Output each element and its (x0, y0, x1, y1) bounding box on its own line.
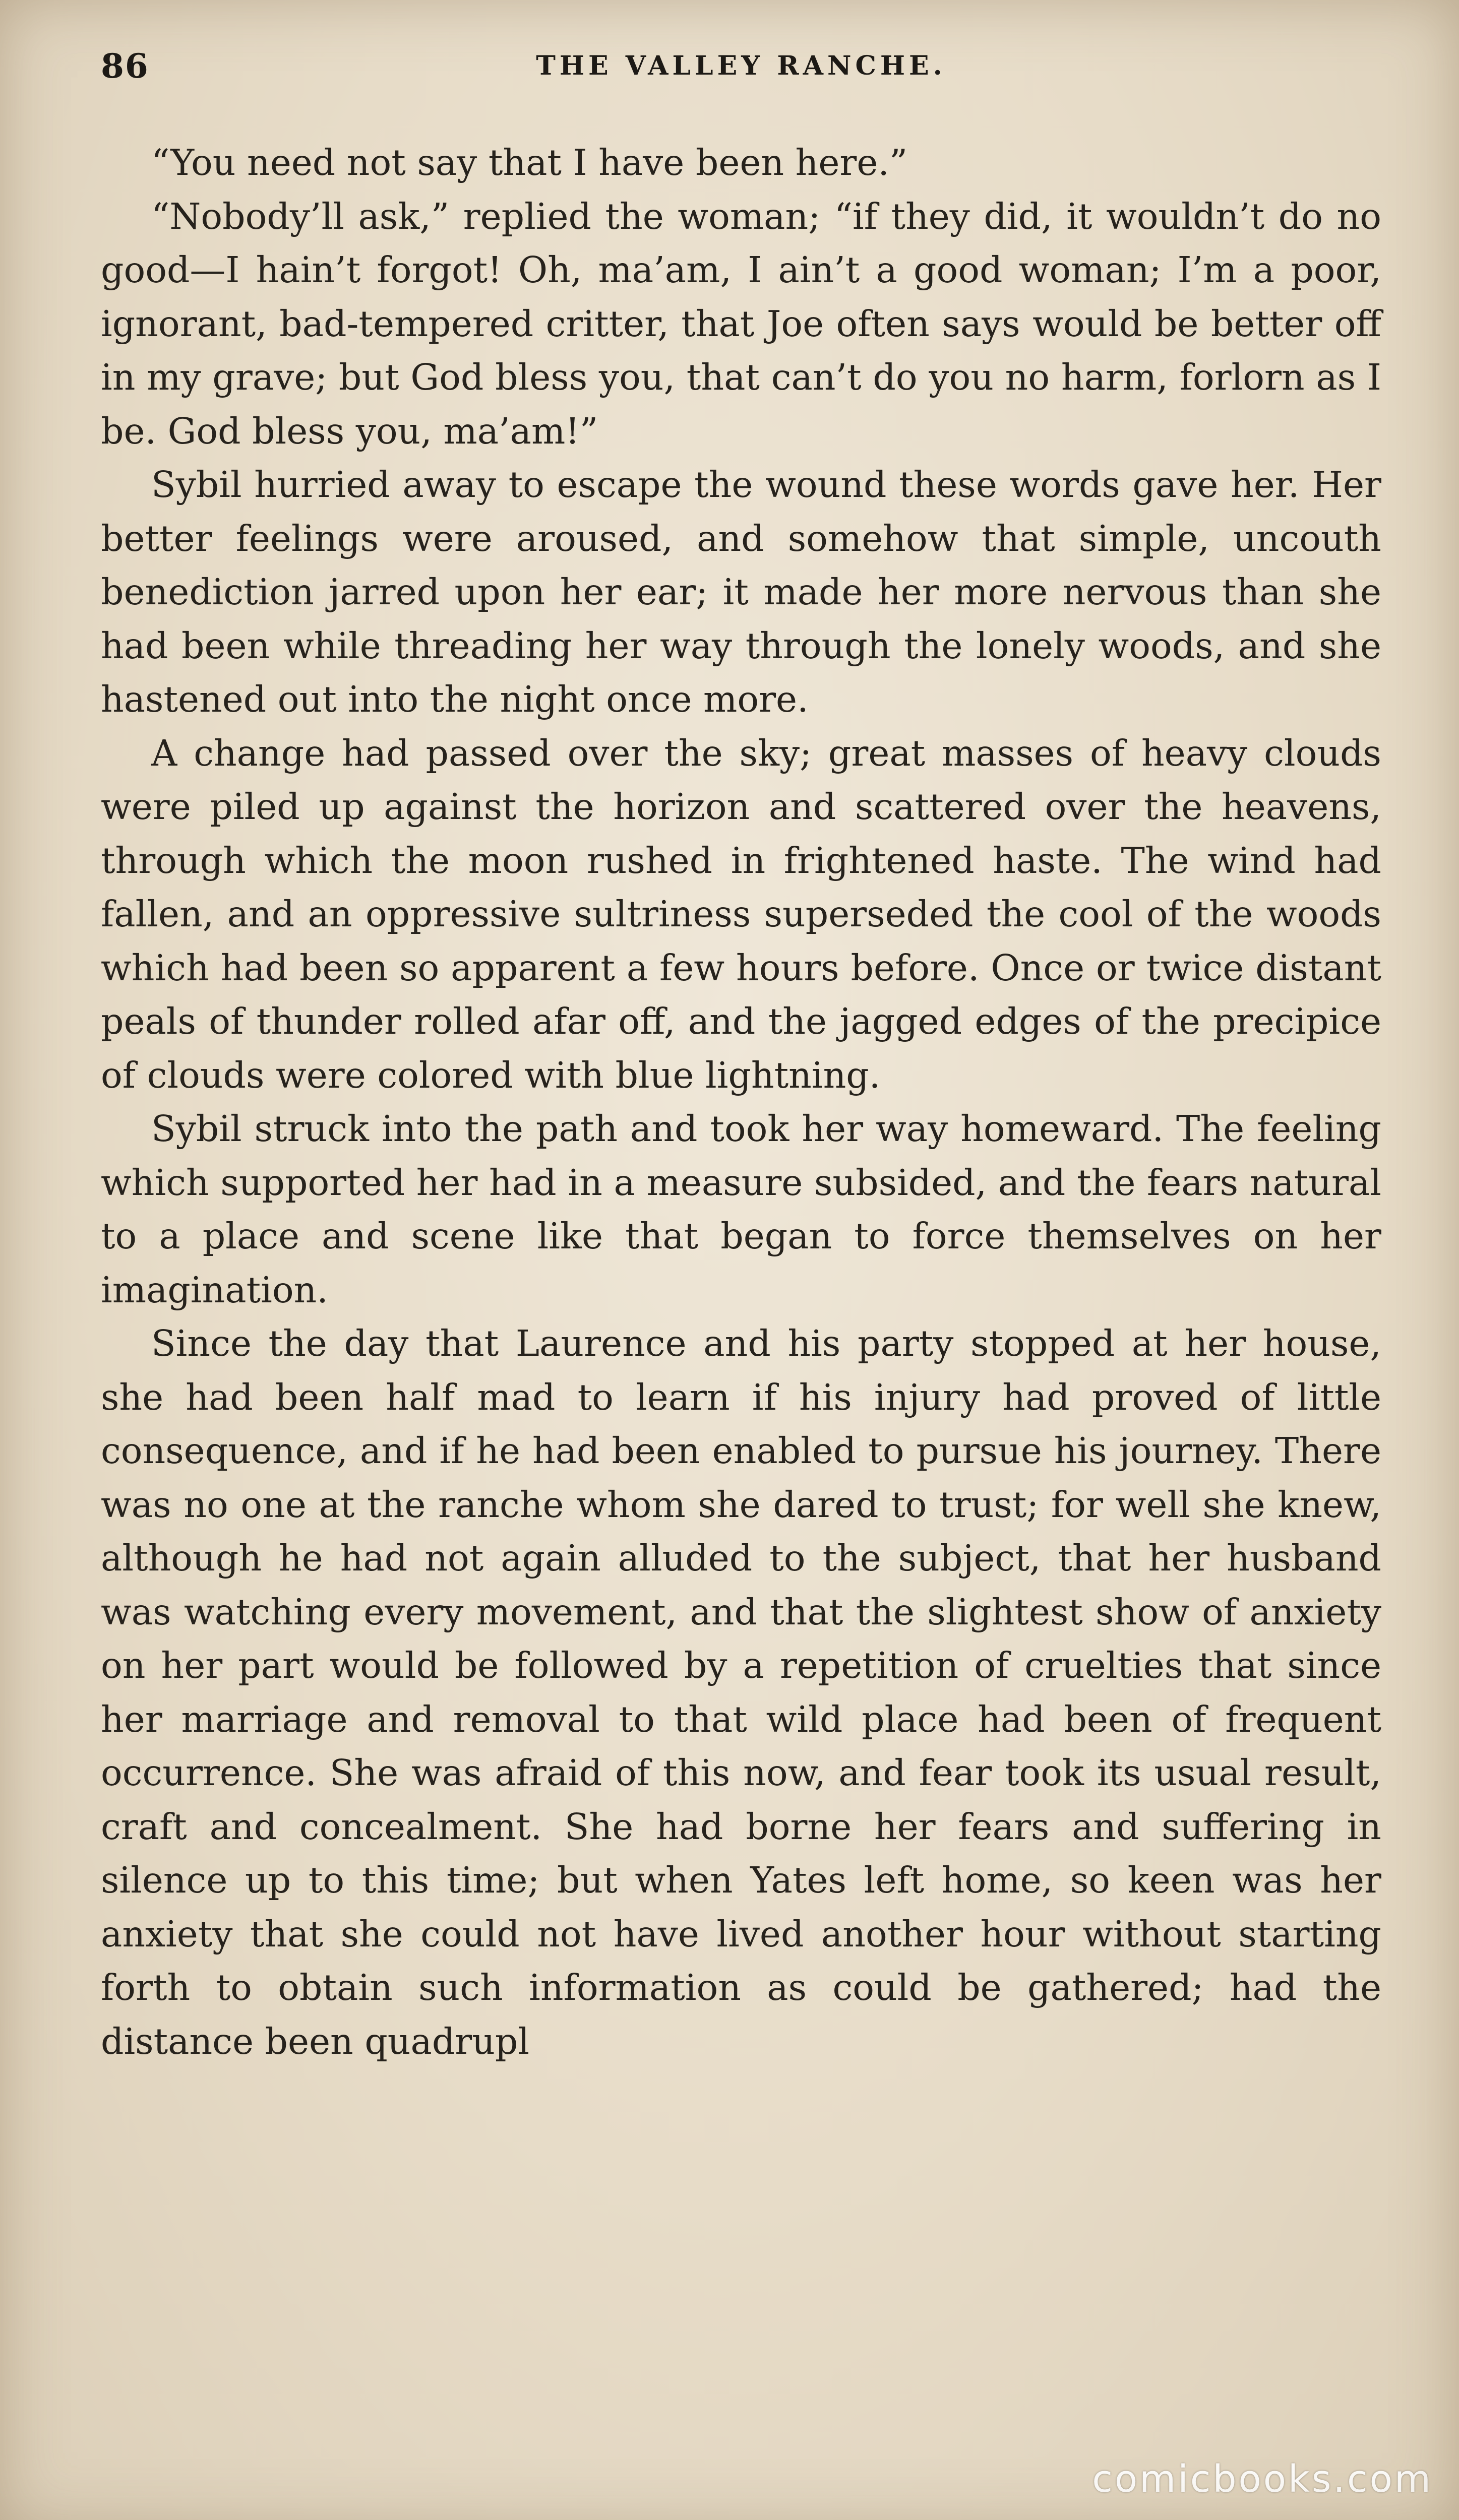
watermark-logo: comicbooks.com (1092, 2458, 1433, 2501)
page-number: 86 (101, 46, 149, 86)
running-head: THE VALLEY RANCHE. (536, 50, 946, 81)
paragraph-3: Sybil hurried away to escape the wound these words gave her. Her better feelings were aroused, and somehow that simple, uncouth benediction jarred upon her ear; it made her more nervous than she had been while threading her way through the lonely woods, and she hastened out into the night once more. (101, 464, 1381, 720)
paragraph-1: “You need not say that I have been here.” (151, 142, 908, 183)
paragraph-6: Since the day that Laurence and his party stopped at her house, she had been half mad to learn if his injury had proved of little consequence, and if he had been enabled to pursue his journey. There was no one at the ranche whom she dared to trust; for well she knew, although he had not again alluded to the subject, that her husband was watching every movement, and that the slightest show of anxiety on her part would be followed by a repetition of cruelties that since her marriage and removal to that wild place had been of frequent occurrence. She was afraid of this now, and fear took its usual result, craft and concealment. She had borne her fears and suffering in silence up to this time; but when Yates left home, so keen was her anxiety that she could not have lived another hour without starting forth to obtain such information as could be gathered; had the distance been quadrupl (101, 1322, 1381, 2062)
body-text (101, 136, 1381, 2068)
page-header (101, 46, 1381, 97)
paragraph-5: Sybil struck into the path and took her way homeward. The feeling which supported her had in a measure subsided, and the fears natural to a place and scene like that began to force themselves on her imagination. (101, 1108, 1381, 1311)
paragraph-2: “Nobody’ll ask,” replied the woman; “if they did, it wouldn’t do no good—I hain’t forgot! Oh, ma’am, I ain’t a good woman; I’m a poor, ignorant, bad-tempered critter, that Joe often says would be better off in my grave; but God bless you, that can’t do you no harm, forlorn as I be. God bless you, ma’am!” (101, 195, 1381, 452)
paragraph-4: A change had passed over the sky; great masses of heavy clouds were piled up against the horizon and scattered over the heavens, through which the moon rushed in frightened haste. The wind had fallen, and an oppressive sultriness superseded the cool of the woods which had been so apparent a few hours before. Once or twice distant peals of thunder rolled afar off, and the jagged edges of the precipice of clouds were colored with blue lightning. (101, 732, 1381, 1096)
